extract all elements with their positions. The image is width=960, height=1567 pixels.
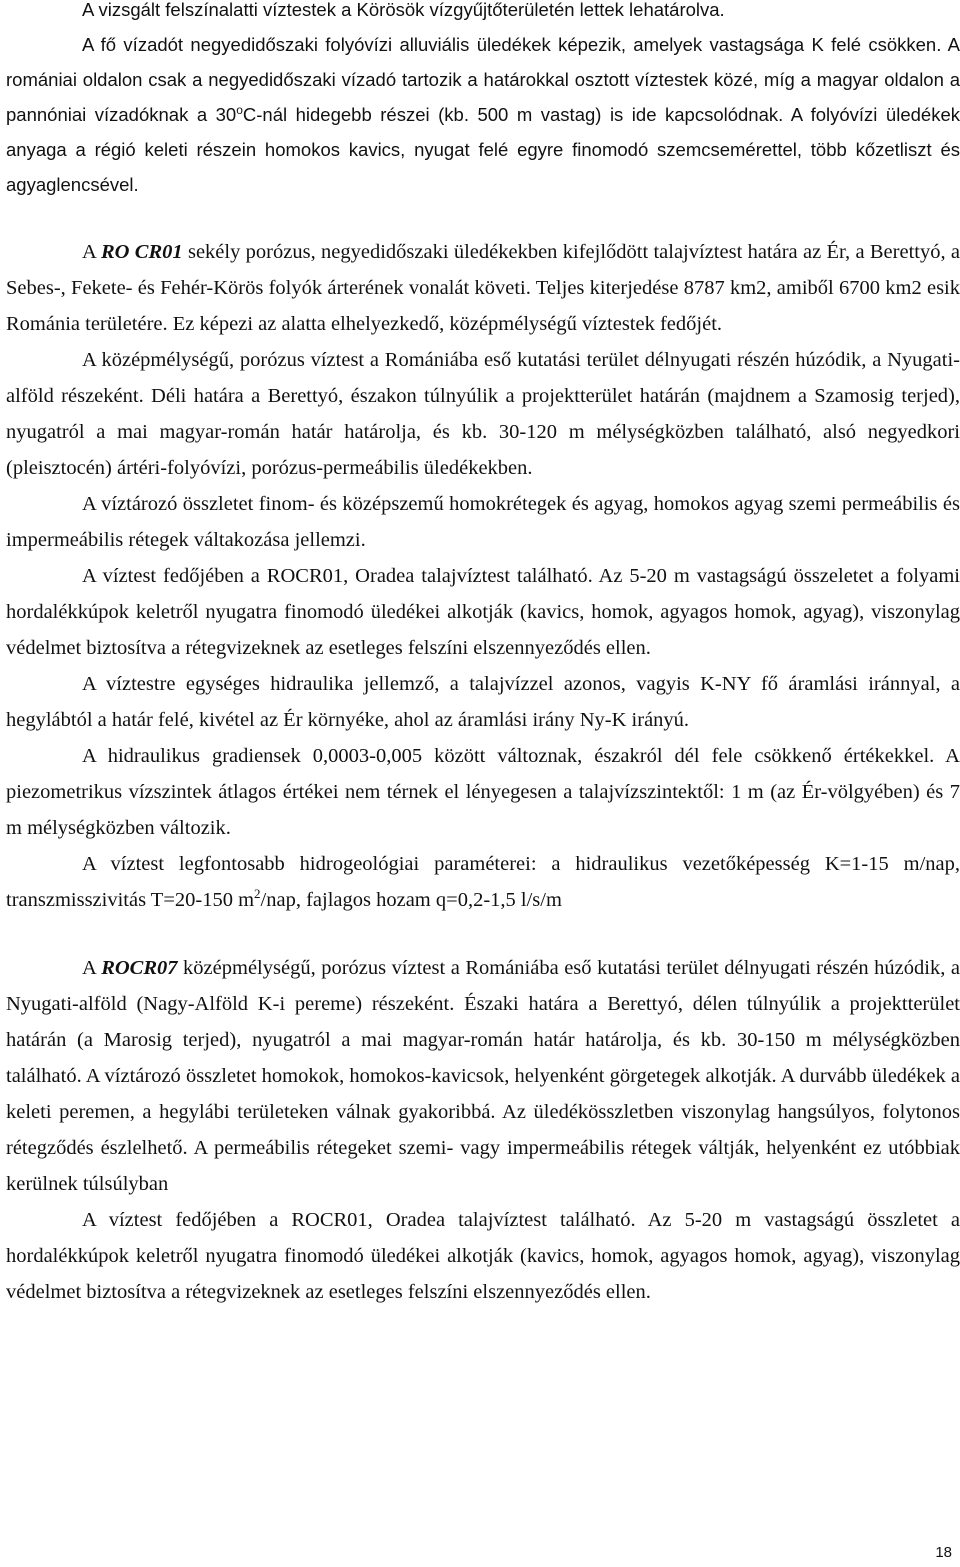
intro-body-text: A fő vízadót negyedidőszaki folyóvízi alluviális üledékek képezik, amelyek vastagsága K felé csökken. A romániai oldalon csak a negyedidőszaki vízadó tartozik a határokkal osztott víztestek közé, míg a magyar oldalon a pannóniai vízadóknak a 30 [6,34,960,125]
middle-depth-paragraph: A középmélységű, porózus víztest a Romániába eső kutatási terület délnyugati részén húzódik, a Nyugati-alföld részeként. Déli határa a Berettyó, északon túlnyúlik a projektterület határán (majdnem a Szamosig terjed), nyugatról a mai magyar-román határ határolja, és kb. 30-120 m mélységközben található, alsó negyedkori (pleisztocén) ártéri-folyóvízi, porózus-permeábilis üledékekben. [6,349,960,479]
rocr07-paragraph [6,950,960,1202]
superscript-two: 2 [254,886,261,902]
intro-paragraph [6,0,960,202]
hydraulics-paragraph: A víztestre egységes hidraulika jellemző, a talajvízzel azonos, vagyis K-NY fő áramlási iránnyal, a hegylábtól a határ felé, kivétel az Ér környéke, ahol az áramlási irány Ny-K irányú. [6,673,960,731]
parameters-text-2: /nap, fajlagos hozam q=0,2-1,5 l/s/m [260,889,562,911]
cover-paragraph: A víztest fedőjében a ROCR01, Oradea talajvíztest található. Az 5-20 m vastagságú összeletet a folyami hordalékkúpok keletről nyugatra finomodó üledékei alkotják (kavics, homok, agyagos homok, agyag), viszonylag védelmet biztosítva a rétegvizeknek az esetleges felszíni elszennyeződés ellen. [6,565,960,659]
parameters-text: A víztest legfontosabb hidrogeológiai paraméterei: a hidraulikus vezetőképesség K=1-15 m/nap, transzmisszivitás T=20-150 m [6,853,960,911]
intro-body-text-2: C-nál hidegebb részei (kb. 500 m vastag) is ide kapcsolódnak. A folyóvízi üledékek anyaga a régió keleti részein homokos kavics, nyugat felé egyre finomodó szemcsemérettel, több kőzetliszt és agyaglencsével. [6,104,960,195]
rocr01-pre: A [82,241,101,263]
reservoir-paragraph: A víztározó összletet finom- és középszemű homokrétegek és agyag, homokos agyag szemi permeábilis és impermeábilis rétegek váltakozása jellemzi. [6,493,960,551]
parameters-paragraph [6,846,960,918]
gradient-paragraph: A hidraulikus gradiensek 0,0003-0,005 között változnak, északról dél fele csökkenő értékekkel. A piezometrikus vízszintek átlagos értékei nem térnek el lényegesen a talajvízszintektől: 1 m (az Ér-völgyében) és 7 m mélységközben változik. [6,745,960,839]
rocr01-text: sekély porózus, negyedidőszaki üledékekben kifejlődött talajvíztest határa az Ér, a Berettyó, a Sebes-, Fekete- és Fehér-Körös folyók árterének vonalát követi. Teljes kiterjedése 8787 km2, amiből 6700 km2 esik Románia területére. Ez képezi az alatta elhelyezkedő, középmélységű víztestek fedőjét. [6,241,960,335]
rocr07-text: középmélységű, porózus víztest a Romániába eső kutatási terület délnyugati részén húzódik, a Nyugati-alföld (Nagy-Alföld K-i pereme) részeként. Északi határa a Berettyó, délen túlnyúlik a projektterület határán (a Marosig terjed), nyugatról a mai magyar-román határ határolja, és kb. 30-150 m mélységközben található. A víztározó összletet homokok, homokos-kavicsok, helyenként görgetegek alkotják. A durvább üledékek a keleti peremen, a hegylábi területeken válnak gyakoribbá. Az üledékösszletben viszonylag hangsúlyos, folytonos rétegződés észlelhető. A permeábilis rétegeket szemi- vagy impermeábilis rétegek váltják, helyenként ez utóbbiak kerülnek túlsúlyban [6,957,960,1195]
intro-body [6,27,960,202]
rocr07-code: ROCR07 [101,957,178,979]
intro-first-line: A vizsgált felszínalatti víztestek a Körösök vízgyűjtőterületén lettek lehatárolva. [82,0,725,20]
document-page [6,0,960,1310]
rocr07-pre: A [82,957,102,979]
degree-mark: o [236,102,243,117]
rocr01-code: RO CR01 [101,241,183,263]
page-number: 18 [935,1544,952,1561]
rocr07-cover-paragraph: A víztest fedőjében a ROCR01, Oradea talajvíztest található. Az 5-20 m vastagságú összletet a hordalékkúpok keletről nyugatra finomodó üledékei alkotják (kavics, homok, agyagos homok, agyag), viszonylag védelmet biztosítva a rétegvizeknek az esetleges felszíni elszennyeződés ellen. [6,1209,960,1303]
rocr01-paragraph [6,234,960,342]
